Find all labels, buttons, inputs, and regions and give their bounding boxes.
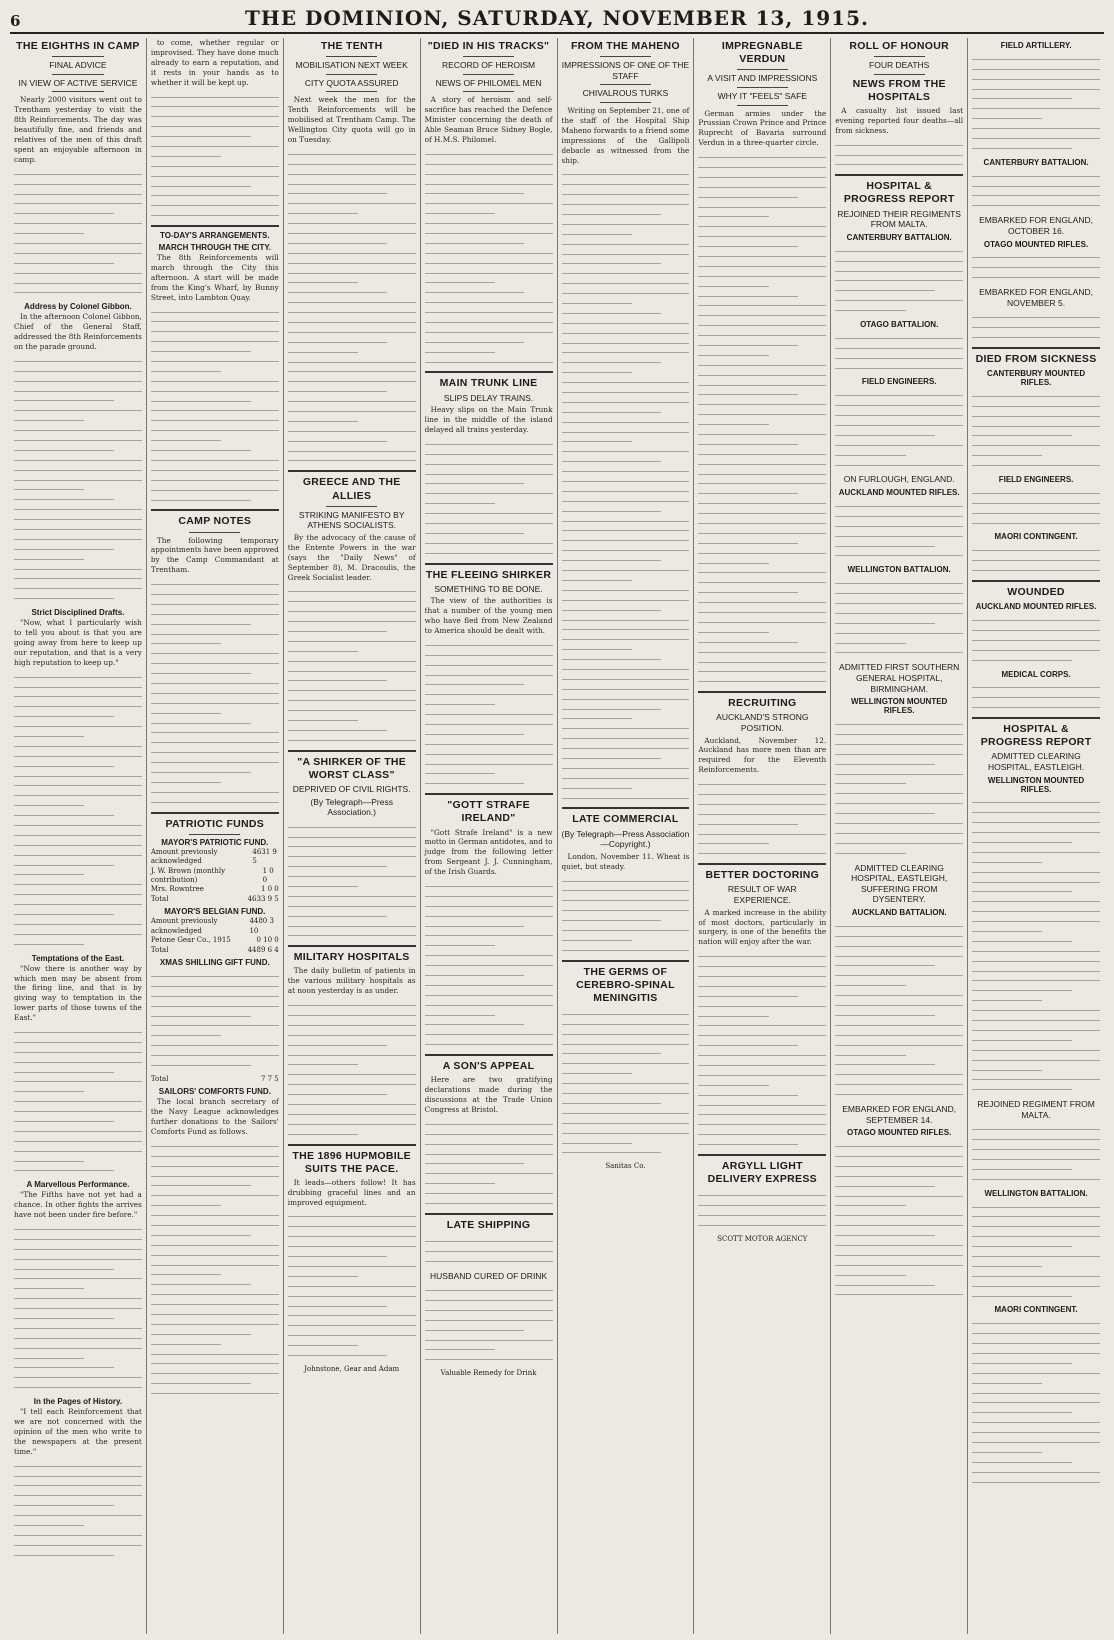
- subhead: CANTERBURY MOUNTED RIFLES.: [986, 369, 1086, 387]
- headline: A SON'S APPEAL: [442, 1060, 535, 1073]
- body-text: The local branch secretary of the Navy League acknowledges further donations to the Sailors' Comforts Fund as follows.: [150, 1097, 279, 1137]
- headline: WOUNDED: [1007, 586, 1065, 599]
- headline: LATE SHIPPING: [446, 1218, 531, 1231]
- subhead: MAORI CONTINGENT.: [994, 1305, 1078, 1315]
- headline: THE GERMS OF CEREBRO-SPINAL MENINGITIS: [576, 965, 675, 1004]
- column-8: [968, 38, 1104, 1634]
- body-text: "Now, what I particularly wish to tell you about is that you are going away from here to keep up our reputation, and that is a very high reputation to keep up.": [14, 618, 142, 667]
- headline: "DIED IN HIS TRACKS": [427, 40, 550, 52]
- headline: CAMP NOTES: [178, 515, 252, 528]
- subhead: TO-DAY'S ARRANGEMENTS.: [160, 231, 270, 241]
- subhead: MEDICAL CORPS.: [1001, 669, 1071, 679]
- body-text: to come, whether regular or improvised. They have done much already to earn a reputation, and it rests in your hands as to whether it will be kept up.: [150, 38, 279, 87]
- body-text: "Gott Strafe Ireland" is a new motto in German antidotes, and to judge from the following letter from Sergeant J. J. Cunningham, of the Irish Guards.: [424, 827, 553, 877]
- column-5: [558, 38, 695, 1634]
- deck: SLIPS DELAY TRAINS.: [443, 392, 534, 403]
- body-text: "Now there is another way by which men may be absent from the firing line, and that is by giving way to temptation in the lower parts of those towns of the East.": [14, 963, 142, 1023]
- deck: AUCKLAND'S STRONG POSITION.: [716, 712, 809, 733]
- headline: ARGYLL LIGHT DELIVERY EXPRESS: [707, 1160, 817, 1186]
- headline: PATRIOTIC FUNDS: [165, 817, 265, 830]
- column-7: [831, 38, 968, 1634]
- body-text: The daily bulletin of patients in the various military hospitals as at noon yesterday is as under.: [287, 966, 416, 996]
- body-text: A story of heroism and self-sacrifice has reached the Defence Minister concerning the death of Able Seaman Bruce Sidney Bogle, of H.M.S. Philomel.: [424, 95, 553, 145]
- headline: HOSPITAL & PROGRESS REPORT: [843, 180, 955, 206]
- body-text: German armies under the Prussian Crown Prince and Prince Ruprecht of Bavaria surround Verdun in a three-quarter circle.: [698, 108, 827, 148]
- body-text: A casualty list issued last evening reported four deaths—all from sickness.: [835, 106, 964, 135]
- body-text: The following temporary appointments have been approved by the Camp Commandant at Trentham.: [150, 535, 279, 575]
- deck: EMBARKED FOR ENGLAND, NOVEMBER 5.: [979, 287, 1093, 308]
- advert-footer: SCOTT MOTOR AGENCY: [717, 1234, 808, 1243]
- body-text: A marked increase in the ability of most doctors, particularly in surgery, is one of the benefits the nation will enjoy after the war.: [698, 907, 827, 947]
- headline: MILITARY HOSPITALS: [293, 951, 410, 964]
- body-text: Auckland, November 12. Auckland has more men than are required for the Eleventh Reinforcements.: [698, 735, 827, 775]
- deck: CHIVALROUS TURKS: [582, 88, 669, 99]
- column-4: [421, 38, 558, 1634]
- body-text: By the advocacy of the cause of the Entente Powers in the war (says the "Daily News" of September 8), M. Dracoulis, the Greek Socialist leader.: [287, 532, 416, 582]
- body-text: Here are two gratifying declarations made during the discussions at the Trade Union Congress at Bristol.: [424, 1075, 553, 1115]
- body-text: The view of the authorities is that a number of the young men who have fled from New Zealand to America should be dealt with.: [424, 596, 553, 636]
- body-text: In the afternoon Colonel Gibbon, Chief of the General Staff, addressed the 8th Reinforcements on the parade ground.: [14, 312, 142, 352]
- deck: MOBILISATION NEXT WEEK: [295, 60, 408, 71]
- deck: NEWS OF PHILOMEL MEN: [435, 77, 542, 88]
- subhead: WELLINGTON MOUNTED RIFLES.: [987, 775, 1085, 794]
- body-text: "The Fifths have not yet had a chance. In other fights the arrives have not been under fire before.": [14, 1190, 142, 1220]
- subhead: WELLINGTON BATTALION.: [847, 565, 951, 575]
- deck: DEPRIVED OF CIVIL RIGHTS.: [292, 783, 411, 794]
- masthead-title: THE DOMINION, SATURDAY, NOVEMBER 13, 1915.: [245, 6, 869, 30]
- subhead: WELLINGTON BATTALION.: [984, 1188, 1088, 1198]
- subhead: In the Pages of History.: [33, 1397, 123, 1407]
- column-1: [10, 38, 147, 1634]
- fund-table: Total 7 7 5: [150, 1074, 279, 1083]
- subhead: MAORI CONTINGENT.: [994, 532, 1078, 542]
- subhead: Strict Disciplined Drafts.: [31, 608, 125, 618]
- deck: WHY IT "FEELS" SAFE: [717, 90, 807, 101]
- subhead: AUCKLAND BATTALION.: [851, 908, 947, 918]
- body-text: Nearly 2000 visitors went out to Trentham yesterday to visit the 8th Reinforcements. The day was beautifully fine, and friends and relatives of the men of this draft spent an enjoyable afternoon in camp.: [14, 95, 142, 164]
- subhead: A Marvellous Performance.: [26, 1180, 130, 1190]
- deck: REJOINED REGIMENT FROM MALTA.: [977, 1099, 1095, 1120]
- deck: ADMITTED FIRST SOUTHERN GENERAL HOSPITAL, BIRMINGHAM.: [839, 662, 960, 694]
- subhead: XMAS SHILLING GIFT FUND.: [159, 958, 270, 968]
- subhead: MAYOR'S BELGIAN FUND.: [164, 907, 266, 917]
- headline: ROLL OF HONOUR: [849, 40, 950, 52]
- deck: RECORD OF HEROISM: [442, 60, 536, 71]
- subhead: AUCKLAND MOUNTED RIFLES.: [975, 602, 1097, 612]
- headline: HOSPITAL & PROGRESS REPORT: [980, 723, 1092, 749]
- deck: FINAL ADVICE: [49, 60, 107, 71]
- body-text: The 8th Reinforcements will march through the City this afternoon. A start will be made from the King's Wharf, by Bunny Street, into Lambton Quay.: [150, 253, 279, 302]
- fund-table: Amount previously acknowledged 4480 3 10 Petone Gear Co., 1915 0 10 0 Total 4489 6 4: [150, 917, 279, 954]
- deck: FOUR DEATHS: [869, 60, 930, 71]
- subhead: WELLINGTON MOUNTED RIFLES.: [851, 697, 948, 716]
- headline: GREECE AND THE ALLIES: [302, 476, 401, 502]
- article-eighths-in-camp: [14, 40, 142, 1556]
- headline: MAIN TRUNK LINE: [439, 377, 538, 390]
- body-text: Writing on September 21, one of the staff of the Hospital Ship Maheno forwards to a friend some impressions of the Gallipoli debacle as witnessed from the ship.: [561, 106, 690, 165]
- subhead: SAILORS' COMFORTS FUND.: [158, 1087, 271, 1097]
- subhead: AUCKLAND MOUNTED RIFLES.: [838, 488, 960, 498]
- deck: REJOINED THEIR REGIMENTS FROM MALTA.: [837, 208, 961, 230]
- headline: THE TENTH: [320, 40, 383, 52]
- page-number: 6: [10, 12, 21, 30]
- advert-footer: Sanitas Co.: [605, 1162, 646, 1171]
- body-text: Heavy slips on the Main Trunk line in the middle of the island delayed all trains yesterday.: [424, 405, 553, 435]
- headline: FROM THE MAHENO: [570, 40, 680, 52]
- headline: LATE COMMERCIAL: [572, 813, 679, 826]
- masthead: [10, 4, 1104, 34]
- body-text: It leads—others follow! It has drubbing graceful lines and an improved equipment.: [287, 1177, 416, 1207]
- subhead: Address by Colonel Gibbon.: [24, 302, 132, 312]
- headline: THE FLEEING SHIRKER: [425, 568, 552, 581]
- deck: ADMITTED CLEARING HOSPITAL, EASTLEIGH, SUFFERING FROM DYSENTERY.: [851, 862, 948, 905]
- headline: THE EIGHTHS IN CAMP: [16, 40, 140, 52]
- column-3: [284, 38, 421, 1634]
- headline: "GOTT STRAFE IRELAND": [447, 799, 530, 825]
- deck: RESULT OF WAR EXPERIENCE.: [727, 884, 797, 905]
- headline: IMPREGNABLE VERDUN: [721, 40, 803, 66]
- deck: STRIKING MANIFESTO BY ATHENS SOCIALISTS.: [298, 509, 405, 531]
- byline: (By Telegraph—Press Association.): [310, 796, 393, 818]
- advert-footer: Johnstone, Gear and Adam: [304, 1364, 400, 1373]
- subhead: CANTERBURY BATTALION.: [846, 232, 952, 242]
- body-text: "I tell each Reinforcement that we are not concerned with the opinion of the men who write to the newspapers at the present time.": [14, 1407, 142, 1456]
- deck: A VISIT AND IMPRESSIONS: [707, 73, 818, 84]
- subhead: Temptations of the East.: [31, 953, 125, 963]
- headline: "A SHIRKER OF THE WORST CLASS": [297, 755, 407, 781]
- subhead: FIELD ENGINEERS.: [998, 475, 1074, 485]
- body-text: Next week the men for the Tenth Reinforcements will be mobilised at Trentham Camp. The Wellington City quota will go in on Tuesday.: [287, 95, 416, 145]
- deck: ON FURLOUGH, ENGLAND.: [843, 474, 955, 485]
- subhead: FIELD ARTILLERY.: [1000, 41, 1072, 50]
- subhead: MARCH THROUGH THE CITY.: [158, 243, 272, 253]
- advert-footer: Valuable Remedy for Drink: [440, 1369, 537, 1378]
- columns: [10, 38, 1104, 1634]
- subhead: OTAGO MOUNTED RIFLES.: [983, 239, 1089, 249]
- headline: RECRUITING: [728, 697, 797, 710]
- deck: EMBARKED FOR ENGLAND, OCTOBER 16.: [979, 215, 1093, 236]
- deck: HUSBAND CURED OF DRINK: [430, 1270, 548, 1281]
- column-2: [147, 38, 284, 1634]
- column-6: [694, 38, 831, 1634]
- subhead: CANTERBURY BATTALION.: [983, 157, 1089, 167]
- headline: NEWS FROM THE HOSPITALS: [852, 77, 946, 103]
- deck: ADMITTED CLEARING HOSPITAL, EASTLEIGH.: [987, 751, 1085, 772]
- deck: EMBARKED FOR ENGLAND, SEPTEMBER 14.: [842, 1103, 957, 1125]
- headline: THE 1896 HUPMOBILE SUITS THE PACE.: [292, 1149, 411, 1175]
- subhead: OTAGO MOUNTED RIFLES.: [847, 1128, 952, 1138]
- headline: DIED FROM SICKNESS: [975, 352, 1097, 365]
- headline: BETTER DOCTORING: [705, 869, 820, 882]
- subhead: OTAGO BATTALION.: [860, 319, 939, 329]
- subhead: FIELD ENGINEERS.: [861, 377, 937, 387]
- deck: CITY QUOTA ASSURED: [304, 77, 399, 88]
- body-text: London, November 11. Wheat is quiet, but steady.: [561, 851, 690, 871]
- deck: IMPRESSIONS OF ONE OF THE STAFF: [561, 60, 690, 81]
- fund-table: Amount previously acknowledged 4631 9 5 J. W. Brown (monthly contribution) 1 0 0 Mrs. Rowntree 1 0 0 Total 4633 9 5: [150, 847, 279, 903]
- subhead: MAYOR'S PATRIOTIC FUND.: [161, 837, 269, 847]
- deck: IN VIEW OF ACTIVE SERVICE: [18, 77, 138, 88]
- deck: SOMETHING TO BE DONE.: [434, 583, 543, 594]
- byline: (By Telegraph—Press Association—Copyright.): [561, 828, 690, 850]
